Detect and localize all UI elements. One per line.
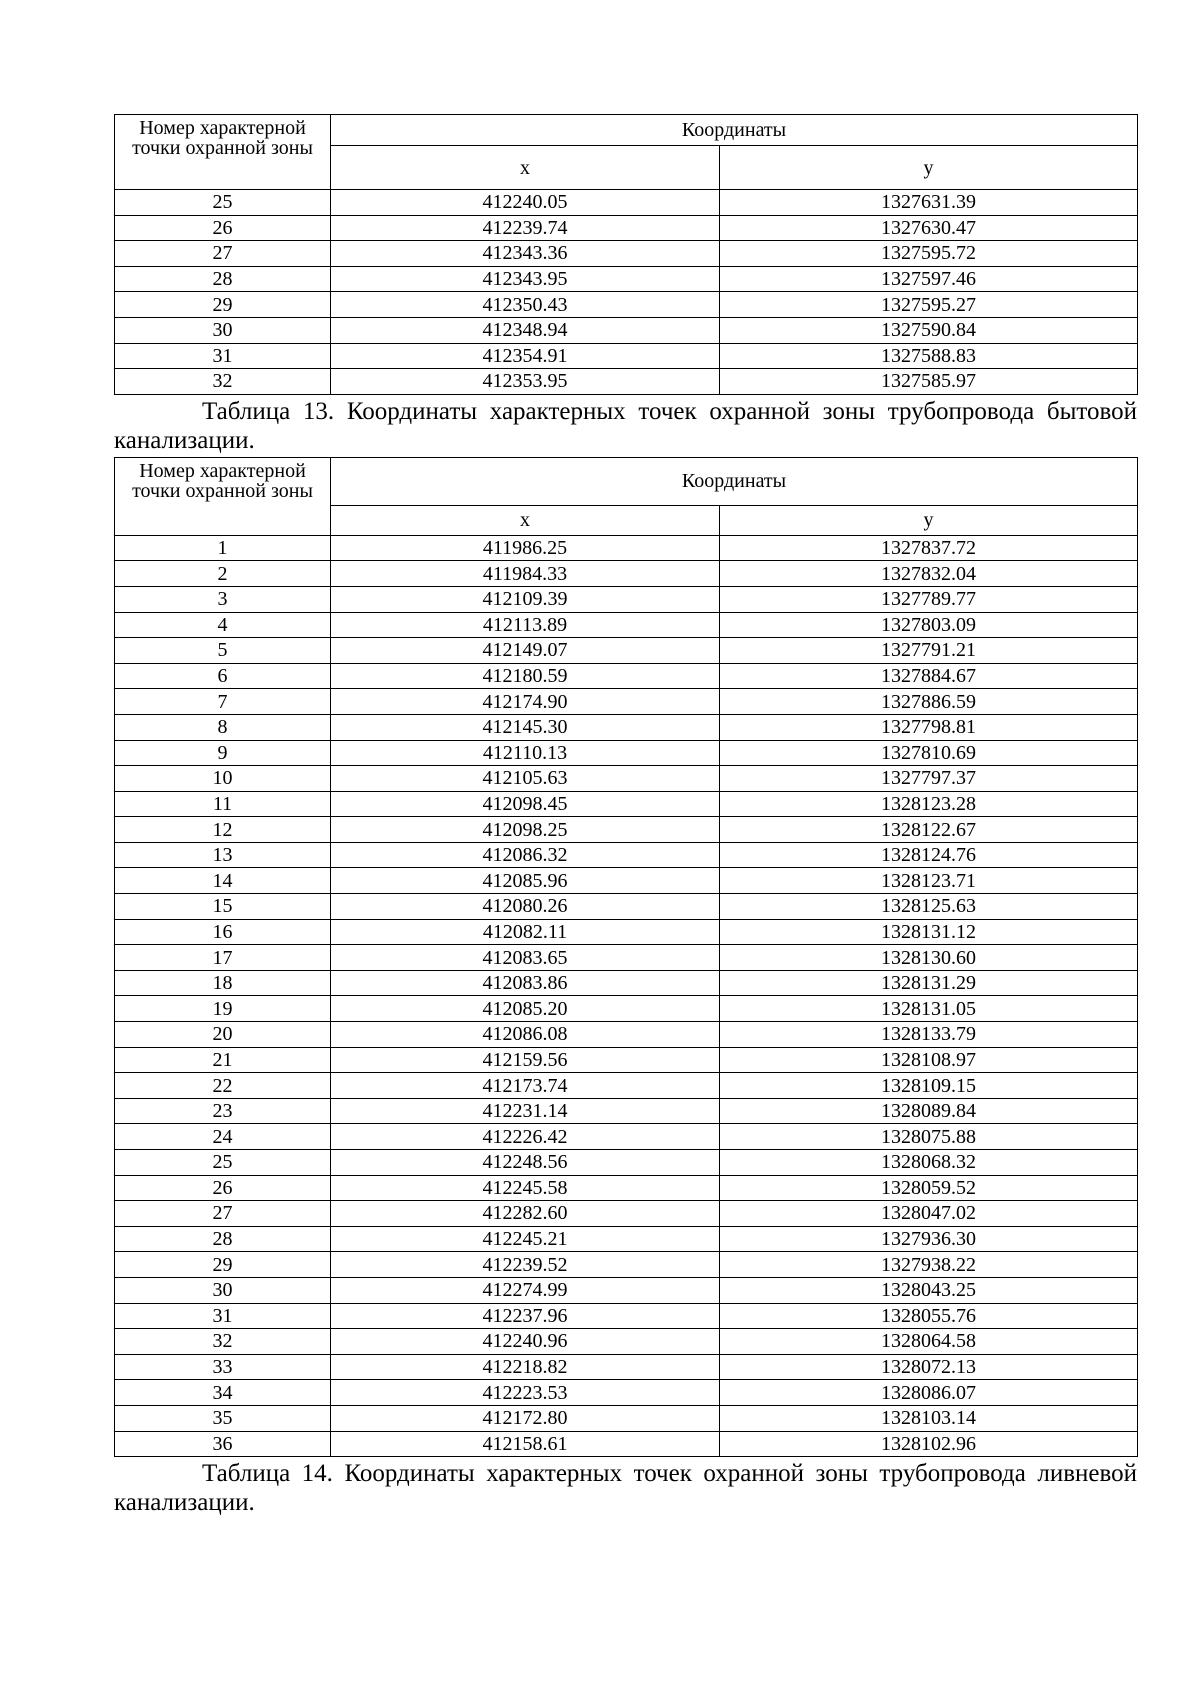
point-number-cell: 28 (115, 1226, 331, 1252)
y-coordinate-cell: 1328131.12 (720, 919, 1138, 945)
x-coordinate-cell: 412080.26 (331, 894, 720, 920)
x-coordinate-cell: 412082.11 (331, 919, 720, 945)
table-row (115, 343, 1138, 369)
point-number-header: Номер характерной точки охранной зоны (115, 457, 331, 535)
point-number-cell: 29 (115, 1252, 331, 1278)
table-row (115, 1022, 1138, 1048)
y-header: у (720, 146, 1138, 190)
x-coordinate-cell: 412083.65 (331, 945, 720, 971)
point-number-cell: 32 (115, 369, 331, 395)
point-number-cell: 30 (115, 317, 331, 343)
x-coordinate-cell: 412348.94 (331, 317, 720, 343)
x-coordinate-cell: 412086.08 (331, 1022, 720, 1048)
point-number-cell: 8 (115, 714, 331, 740)
table-row (115, 689, 1138, 715)
x-coordinate-cell: 412231.14 (331, 1098, 720, 1124)
point-number-cell: 26 (115, 215, 331, 241)
point-number-cell: 31 (115, 1303, 331, 1329)
y-coordinate-cell: 1327798.81 (720, 714, 1138, 740)
coordinates-header: Координаты (331, 457, 1138, 505)
x-coordinate-cell: 412240.96 (331, 1329, 720, 1355)
table-row (115, 241, 1138, 267)
x-coordinate-cell: 412274.99 (331, 1277, 720, 1303)
y-coordinate-cell: 1327837.72 (720, 535, 1138, 561)
y-coordinate-cell: 1327791.21 (720, 638, 1138, 664)
table-row (115, 842, 1138, 868)
x-coordinate-cell: 412248.56 (331, 1150, 720, 1176)
point-number-cell: 21 (115, 1047, 331, 1073)
point-number-cell: 16 (115, 919, 331, 945)
y-coordinate-cell: 1328064.58 (720, 1329, 1138, 1355)
point-number-cell: 25 (115, 1150, 331, 1176)
table-row (115, 919, 1138, 945)
x-coordinate-cell: 412218.82 (331, 1354, 720, 1380)
point-number-cell: 12 (115, 817, 331, 843)
y-coordinate-cell: 1328068.32 (720, 1150, 1138, 1176)
table-row (115, 1303, 1138, 1329)
point-number-cell: 10 (115, 766, 331, 792)
point-number-cell: 20 (115, 1022, 331, 1048)
coordinates-table-13 (114, 457, 1138, 1457)
y-coordinate-cell: 1327803.09 (720, 612, 1138, 638)
point-number-cell: 4 (115, 612, 331, 638)
x-header: х (331, 505, 720, 535)
point-number-cell: 24 (115, 1124, 331, 1150)
y-coordinate-cell: 1327886.59 (720, 689, 1138, 715)
table-row (115, 1354, 1138, 1380)
x-coordinate-cell: 412245.58 (331, 1175, 720, 1201)
table-row (115, 1380, 1138, 1406)
y-coordinate-cell: 1328124.76 (720, 842, 1138, 868)
table-row (115, 740, 1138, 766)
table-row (115, 1226, 1138, 1252)
y-coordinate-cell: 1328125.63 (720, 894, 1138, 920)
y-coordinate-cell: 1327832.04 (720, 561, 1138, 587)
x-coordinate-cell: 412237.96 (331, 1303, 720, 1329)
point-number-cell: 35 (115, 1405, 331, 1431)
x-coordinate-cell: 412113.89 (331, 612, 720, 638)
y-coordinate-cell: 1327595.72 (720, 241, 1138, 267)
point-number-cell: 9 (115, 740, 331, 766)
x-coordinate-cell: 412149.07 (331, 638, 720, 664)
x-coordinate-cell: 412343.95 (331, 266, 720, 292)
table-row (115, 612, 1138, 638)
table-row (115, 1201, 1138, 1227)
table-row (115, 714, 1138, 740)
point-number-cell: 1 (115, 535, 331, 561)
point-number-cell: 7 (115, 689, 331, 715)
table-row (115, 996, 1138, 1022)
y-coordinate-cell: 1328123.71 (720, 868, 1138, 894)
y-coordinate-cell: 1328072.13 (720, 1354, 1138, 1380)
x-coordinate-cell: 412098.45 (331, 791, 720, 817)
y-coordinate-cell: 1328109.15 (720, 1073, 1138, 1099)
x-coordinate-cell: 412239.74 (331, 215, 720, 241)
table-row (115, 894, 1138, 920)
x-coordinate-cell: 412083.86 (331, 970, 720, 996)
table-body (115, 535, 1138, 1456)
y-coordinate-cell: 1328043.25 (720, 1277, 1138, 1303)
y-coordinate-cell: 1328055.76 (720, 1303, 1138, 1329)
point-number-cell: 34 (115, 1380, 331, 1406)
x-coordinate-cell: 412085.96 (331, 868, 720, 894)
y-coordinate-cell: 1328108.97 (720, 1047, 1138, 1073)
table-row (115, 292, 1138, 318)
y-coordinate-cell: 1328131.05 (720, 996, 1138, 1022)
coordinates-table-continued (114, 114, 1138, 395)
table-row (115, 317, 1138, 343)
table-row (115, 1175, 1138, 1201)
point-number-cell: 36 (115, 1431, 331, 1457)
x-coordinate-cell: 412098.25 (331, 817, 720, 843)
table-row (115, 766, 1138, 792)
x-coordinate-cell: 412180.59 (331, 663, 720, 689)
document-page (114, 114, 1137, 1519)
x-coordinate-cell: 412354.91 (331, 343, 720, 369)
x-header: х (331, 146, 720, 190)
table-row (115, 638, 1138, 664)
y-coordinate-cell: 1328075.88 (720, 1124, 1138, 1150)
y-coordinate-cell: 1328047.02 (720, 1201, 1138, 1227)
point-number-cell: 2 (115, 561, 331, 587)
point-number-cell: 26 (115, 1175, 331, 1201)
x-coordinate-cell: 412085.20 (331, 996, 720, 1022)
y-coordinate-cell: 1328086.07 (720, 1380, 1138, 1406)
x-coordinate-cell: 412110.13 (331, 740, 720, 766)
table-row (115, 1329, 1138, 1355)
table-row (115, 945, 1138, 971)
table-13-caption: Таблица 13. Координаты характерных точек охранной зоны трубопровода бытовой канализации. (114, 397, 1137, 454)
point-number-cell: 25 (115, 190, 331, 216)
point-number-cell: 6 (115, 663, 331, 689)
table-row (115, 791, 1138, 817)
table-row (115, 1047, 1138, 1073)
point-number-cell: 27 (115, 241, 331, 267)
table-row (115, 1405, 1138, 1431)
y-coordinate-cell: 1328103.14 (720, 1405, 1138, 1431)
x-coordinate-cell: 412350.43 (331, 292, 720, 318)
x-coordinate-cell: 412109.39 (331, 586, 720, 612)
x-coordinate-cell: 412145.30 (331, 714, 720, 740)
table-row (115, 215, 1138, 241)
table-row (115, 970, 1138, 996)
y-coordinate-cell: 1327595.27 (720, 292, 1138, 318)
point-number-cell: 31 (115, 343, 331, 369)
y-coordinate-cell: 1327597.46 (720, 266, 1138, 292)
y-coordinate-cell: 1327938.22 (720, 1252, 1138, 1278)
y-coordinate-cell: 1328102.96 (720, 1431, 1138, 1457)
point-number-header: Номер характерной точки охранной зоны (115, 115, 331, 190)
y-coordinate-cell: 1327810.69 (720, 740, 1138, 766)
y-coordinate-cell: 1328133.79 (720, 1022, 1138, 1048)
table-row (115, 817, 1138, 843)
table-row (115, 190, 1138, 216)
table-14-caption: Таблица 14. Координаты характерных точек охранной зоны трубопровода ливневой канализации. (114, 1460, 1137, 1517)
point-number-cell: 32 (115, 1329, 331, 1355)
y-coordinate-cell: 1327588.83 (720, 343, 1138, 369)
table-row (115, 266, 1138, 292)
y-coordinate-cell: 1328130.60 (720, 945, 1138, 971)
y-coordinate-cell: 1327631.39 (720, 190, 1138, 216)
y-coordinate-cell: 1328122.67 (720, 817, 1138, 843)
point-number-cell: 18 (115, 970, 331, 996)
x-coordinate-cell: 412223.53 (331, 1380, 720, 1406)
x-coordinate-cell: 412343.36 (331, 241, 720, 267)
point-number-cell: 28 (115, 266, 331, 292)
y-coordinate-cell: 1327630.47 (720, 215, 1138, 241)
point-number-cell: 3 (115, 586, 331, 612)
y-header: у (720, 505, 1138, 535)
table-row (115, 561, 1138, 587)
table-row (115, 1431, 1138, 1457)
coordinates-header: Координаты (331, 115, 1138, 146)
point-number-cell: 15 (115, 894, 331, 920)
x-coordinate-cell: 412174.90 (331, 689, 720, 715)
table-row (115, 663, 1138, 689)
x-coordinate-cell: 412173.74 (331, 1073, 720, 1099)
table-body (115, 190, 1138, 395)
y-coordinate-cell: 1327585.97 (720, 369, 1138, 395)
x-coordinate-cell: 411986.25 (331, 535, 720, 561)
point-number-cell: 27 (115, 1201, 331, 1227)
x-coordinate-cell: 412282.60 (331, 1201, 720, 1227)
point-number-cell: 33 (115, 1354, 331, 1380)
table-row (115, 1150, 1138, 1176)
x-coordinate-cell: 412105.63 (331, 766, 720, 792)
y-coordinate-cell: 1328089.84 (720, 1098, 1138, 1124)
x-coordinate-cell: 412159.56 (331, 1047, 720, 1073)
y-coordinate-cell: 1327936.30 (720, 1226, 1138, 1252)
y-coordinate-cell: 1328131.29 (720, 970, 1138, 996)
x-coordinate-cell: 412239.52 (331, 1252, 720, 1278)
table-row (115, 369, 1138, 395)
table-row (115, 1073, 1138, 1099)
x-coordinate-cell: 411984.33 (331, 561, 720, 587)
x-coordinate-cell: 412172.80 (331, 1405, 720, 1431)
point-number-cell: 29 (115, 292, 331, 318)
y-coordinate-cell: 1328059.52 (720, 1175, 1138, 1201)
y-coordinate-cell: 1327797.37 (720, 766, 1138, 792)
point-number-cell: 13 (115, 842, 331, 868)
table-row (115, 1252, 1138, 1278)
point-number-cell: 5 (115, 638, 331, 664)
table-row (115, 535, 1138, 561)
point-number-cell: 17 (115, 945, 331, 971)
x-coordinate-cell: 412226.42 (331, 1124, 720, 1150)
x-coordinate-cell: 412240.05 (331, 190, 720, 216)
point-number-cell: 23 (115, 1098, 331, 1124)
point-number-cell: 14 (115, 868, 331, 894)
table-row (115, 1098, 1138, 1124)
table-row (115, 586, 1138, 612)
y-coordinate-cell: 1327590.84 (720, 317, 1138, 343)
table-row (115, 1277, 1138, 1303)
point-number-cell: 30 (115, 1277, 331, 1303)
y-coordinate-cell: 1328123.28 (720, 791, 1138, 817)
point-number-cell: 19 (115, 996, 331, 1022)
x-coordinate-cell: 412086.32 (331, 842, 720, 868)
point-number-cell: 11 (115, 791, 331, 817)
y-coordinate-cell: 1327884.67 (720, 663, 1138, 689)
table-row (115, 868, 1138, 894)
x-coordinate-cell: 412245.21 (331, 1226, 720, 1252)
point-number-cell: 22 (115, 1073, 331, 1099)
x-coordinate-cell: 412158.61 (331, 1431, 720, 1457)
y-coordinate-cell: 1327789.77 (720, 586, 1138, 612)
x-coordinate-cell: 412353.95 (331, 369, 720, 395)
table-row (115, 1124, 1138, 1150)
